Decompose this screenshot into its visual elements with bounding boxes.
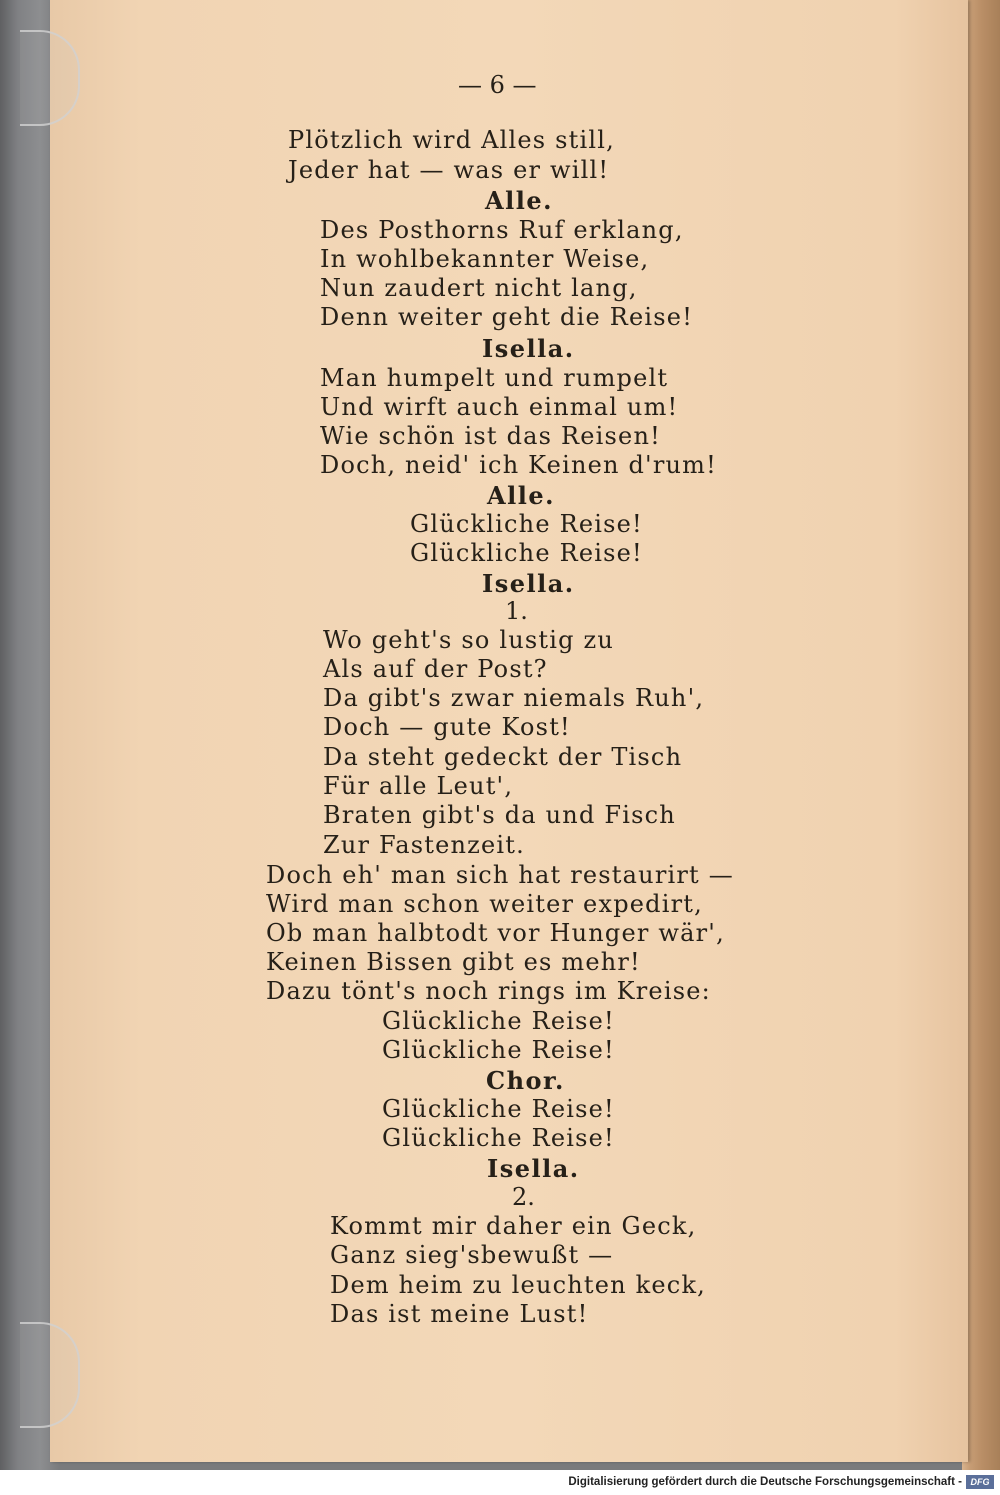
- verse-line: Und wirft auch einmal um!: [320, 393, 679, 421]
- verse-line: Man humpelt und rumpelt: [320, 364, 669, 392]
- verse-line: Zur Fastenzeit.: [323, 831, 525, 859]
- dfg-logo: DFG: [966, 1475, 994, 1489]
- verse-line: Glückliche Reise!: [382, 1095, 615, 1123]
- footer-credit: Digitalisierung gefördert durch die Deutsche Forschungsgemeinschaft -: [568, 1476, 962, 1488]
- verse-line: Nun zaudert nicht lang,: [320, 274, 638, 302]
- verse-line: Doch eh' man sich hat restaurirt —: [266, 861, 734, 889]
- verse-line: Glückliche Reise!: [410, 510, 643, 538]
- verse-line: Glückliche Reise!: [382, 1124, 615, 1152]
- verse-line: Dazu tönt's noch rings im Kreise:: [266, 977, 711, 1005]
- verse-line: Plötzlich wird Alles still,: [288, 126, 615, 154]
- verse-line: Kommt mir daher ein Geck,: [330, 1212, 697, 1240]
- verse-line: Keinen Bissen gibt es mehr!: [266, 948, 641, 976]
- stanza-number: 2.: [512, 1183, 535, 1211]
- stanza-number: 1.: [505, 597, 528, 625]
- verse-line: Doch, neid' ich Keinen d'rum!: [320, 451, 717, 479]
- verse-line: Braten gibt's da und Fisch: [323, 801, 676, 829]
- verse-line: Wo geht's so lustig zu: [323, 626, 614, 654]
- verse-line: Das ist meine Lust!: [330, 1300, 589, 1328]
- speaker-name: Alle.: [487, 481, 555, 510]
- verse-line: Denn weiter geht die Reise!: [320, 303, 694, 331]
- verse-line: Glückliche Reise!: [382, 1036, 615, 1064]
- verse-line: Ganz sieg'sbewußt —: [330, 1241, 614, 1269]
- verse-line: Glückliche Reise!: [410, 539, 643, 567]
- verse-line: Als auf der Post?: [323, 655, 548, 683]
- verse-line: Wie schön ist das Reisen!: [320, 422, 661, 450]
- verse-line: Jeder hat — was er will!: [288, 156, 610, 184]
- verse-line: Ob man halbtodt vor Hunger wär',: [266, 919, 725, 947]
- verse-line: Glückliche Reise!: [382, 1007, 615, 1035]
- verse-line: Wird man schon weiter expedirt,: [266, 890, 703, 918]
- speaker-name: Chor.: [486, 1066, 565, 1095]
- page-number: — 6 —: [458, 71, 537, 99]
- footer: [0, 1470, 1000, 1495]
- verse-line: In wohlbekannter Weise,: [320, 245, 650, 273]
- verse-line: Doch — gute Kost!: [323, 713, 571, 741]
- verse-line: Da steht gedeckt der Tisch: [323, 743, 683, 771]
- speaker-name: Isella.: [482, 334, 575, 363]
- verse-line: Dem heim zu leuchten keck,: [330, 1271, 707, 1299]
- speaker-name: Isella.: [487, 1154, 580, 1183]
- verse-line: Da gibt's zwar niemals Ruh',: [323, 684, 705, 712]
- verse-line: Für alle Leut',: [323, 772, 514, 800]
- speaker-name: Alle.: [485, 186, 553, 215]
- speaker-name: Isella.: [482, 569, 575, 598]
- verse-line: Des Posthorns Ruf erklang,: [320, 216, 684, 244]
